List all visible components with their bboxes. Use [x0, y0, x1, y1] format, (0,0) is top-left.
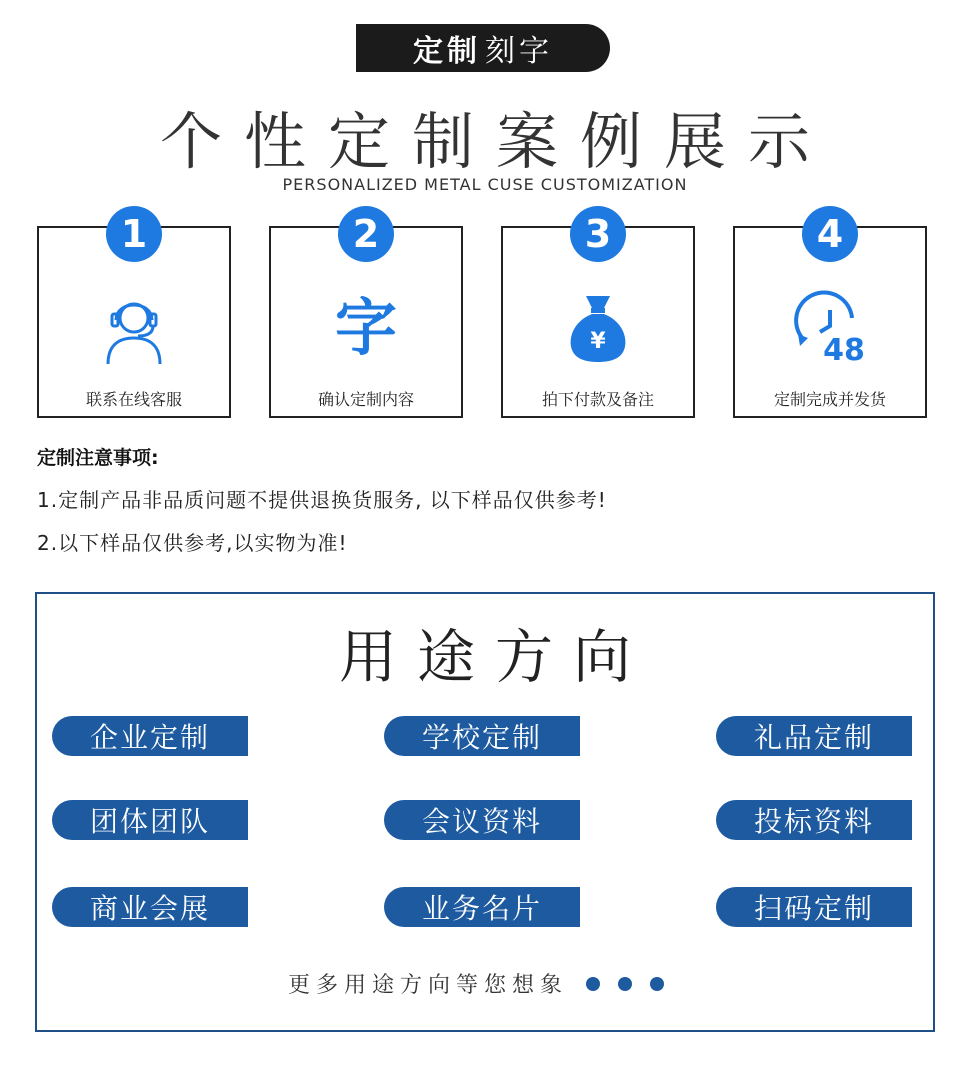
note-item-2: 2.以下样品仅供参考,以实物为准! — [37, 531, 348, 555]
yen-symbol: ¥ — [590, 329, 606, 354]
usage-title: 用途方向 — [338, 623, 651, 691]
dot-icon — [586, 977, 600, 991]
usage-tag-exhibition: 商业会展 — [52, 887, 248, 927]
usage-tag-school: 学校定制 — [384, 716, 580, 756]
step-number-badge: 2 — [338, 206, 394, 262]
usage-tag-business-card: 业务名片 — [384, 887, 580, 927]
step-label: 定制完成并发货 — [773, 390, 886, 409]
dot-icon — [650, 977, 664, 991]
note-item-1: 1.定制产品非品质问题不提供退换货服务, 以下样品仅供参考! — [37, 488, 607, 512]
dot-icon — [618, 977, 632, 991]
step-label: 拍下付款及备注 — [541, 390, 654, 409]
step-number-badge: 4 — [802, 206, 858, 262]
step-number-badge: 3 — [570, 206, 626, 262]
step-card-1 — [37, 212, 231, 418]
more-usage-line — [288, 968, 664, 999]
usage-tag-bidding: 投标资料 — [716, 800, 912, 840]
step-number-badge: 1 — [106, 206, 162, 262]
notes-title: 定制注意事项: — [37, 447, 159, 469]
step-card-2 — [269, 212, 463, 418]
step-card-4 — [733, 212, 927, 418]
usage-tag-gift: 礼品定制 — [716, 716, 912, 756]
usage-tag-meeting: 会议资料 — [384, 800, 580, 840]
more-usage-text: 更多用途方向等您想象 — [288, 973, 569, 998]
step-label: 确认定制内容 — [317, 390, 414, 409]
step-card-3 — [501, 212, 695, 418]
hours-48-text: 48 — [823, 333, 865, 368]
header-banner — [356, 24, 610, 72]
page-subtitle: PERSONALIZED METAL CUSE CUSTOMIZATION — [282, 175, 688, 194]
usage-tag-qr: 扫码定制 — [716, 887, 912, 927]
banner-light-text: 刻字 — [485, 34, 553, 69]
headset-user-icon — [94, 288, 174, 368]
usage-tag-team: 团体团队 — [52, 800, 248, 840]
step-label: 联系在线客服 — [85, 390, 182, 409]
banner-bold-text: 定制 — [413, 34, 481, 69]
page-title: 个性定制案例展示 — [159, 105, 832, 178]
usage-tag-enterprise: 企业定制 — [52, 716, 248, 756]
money-bag-icon — [558, 288, 638, 368]
character-icon: 字 — [334, 291, 397, 364]
clock-48-icon — [790, 288, 870, 368]
